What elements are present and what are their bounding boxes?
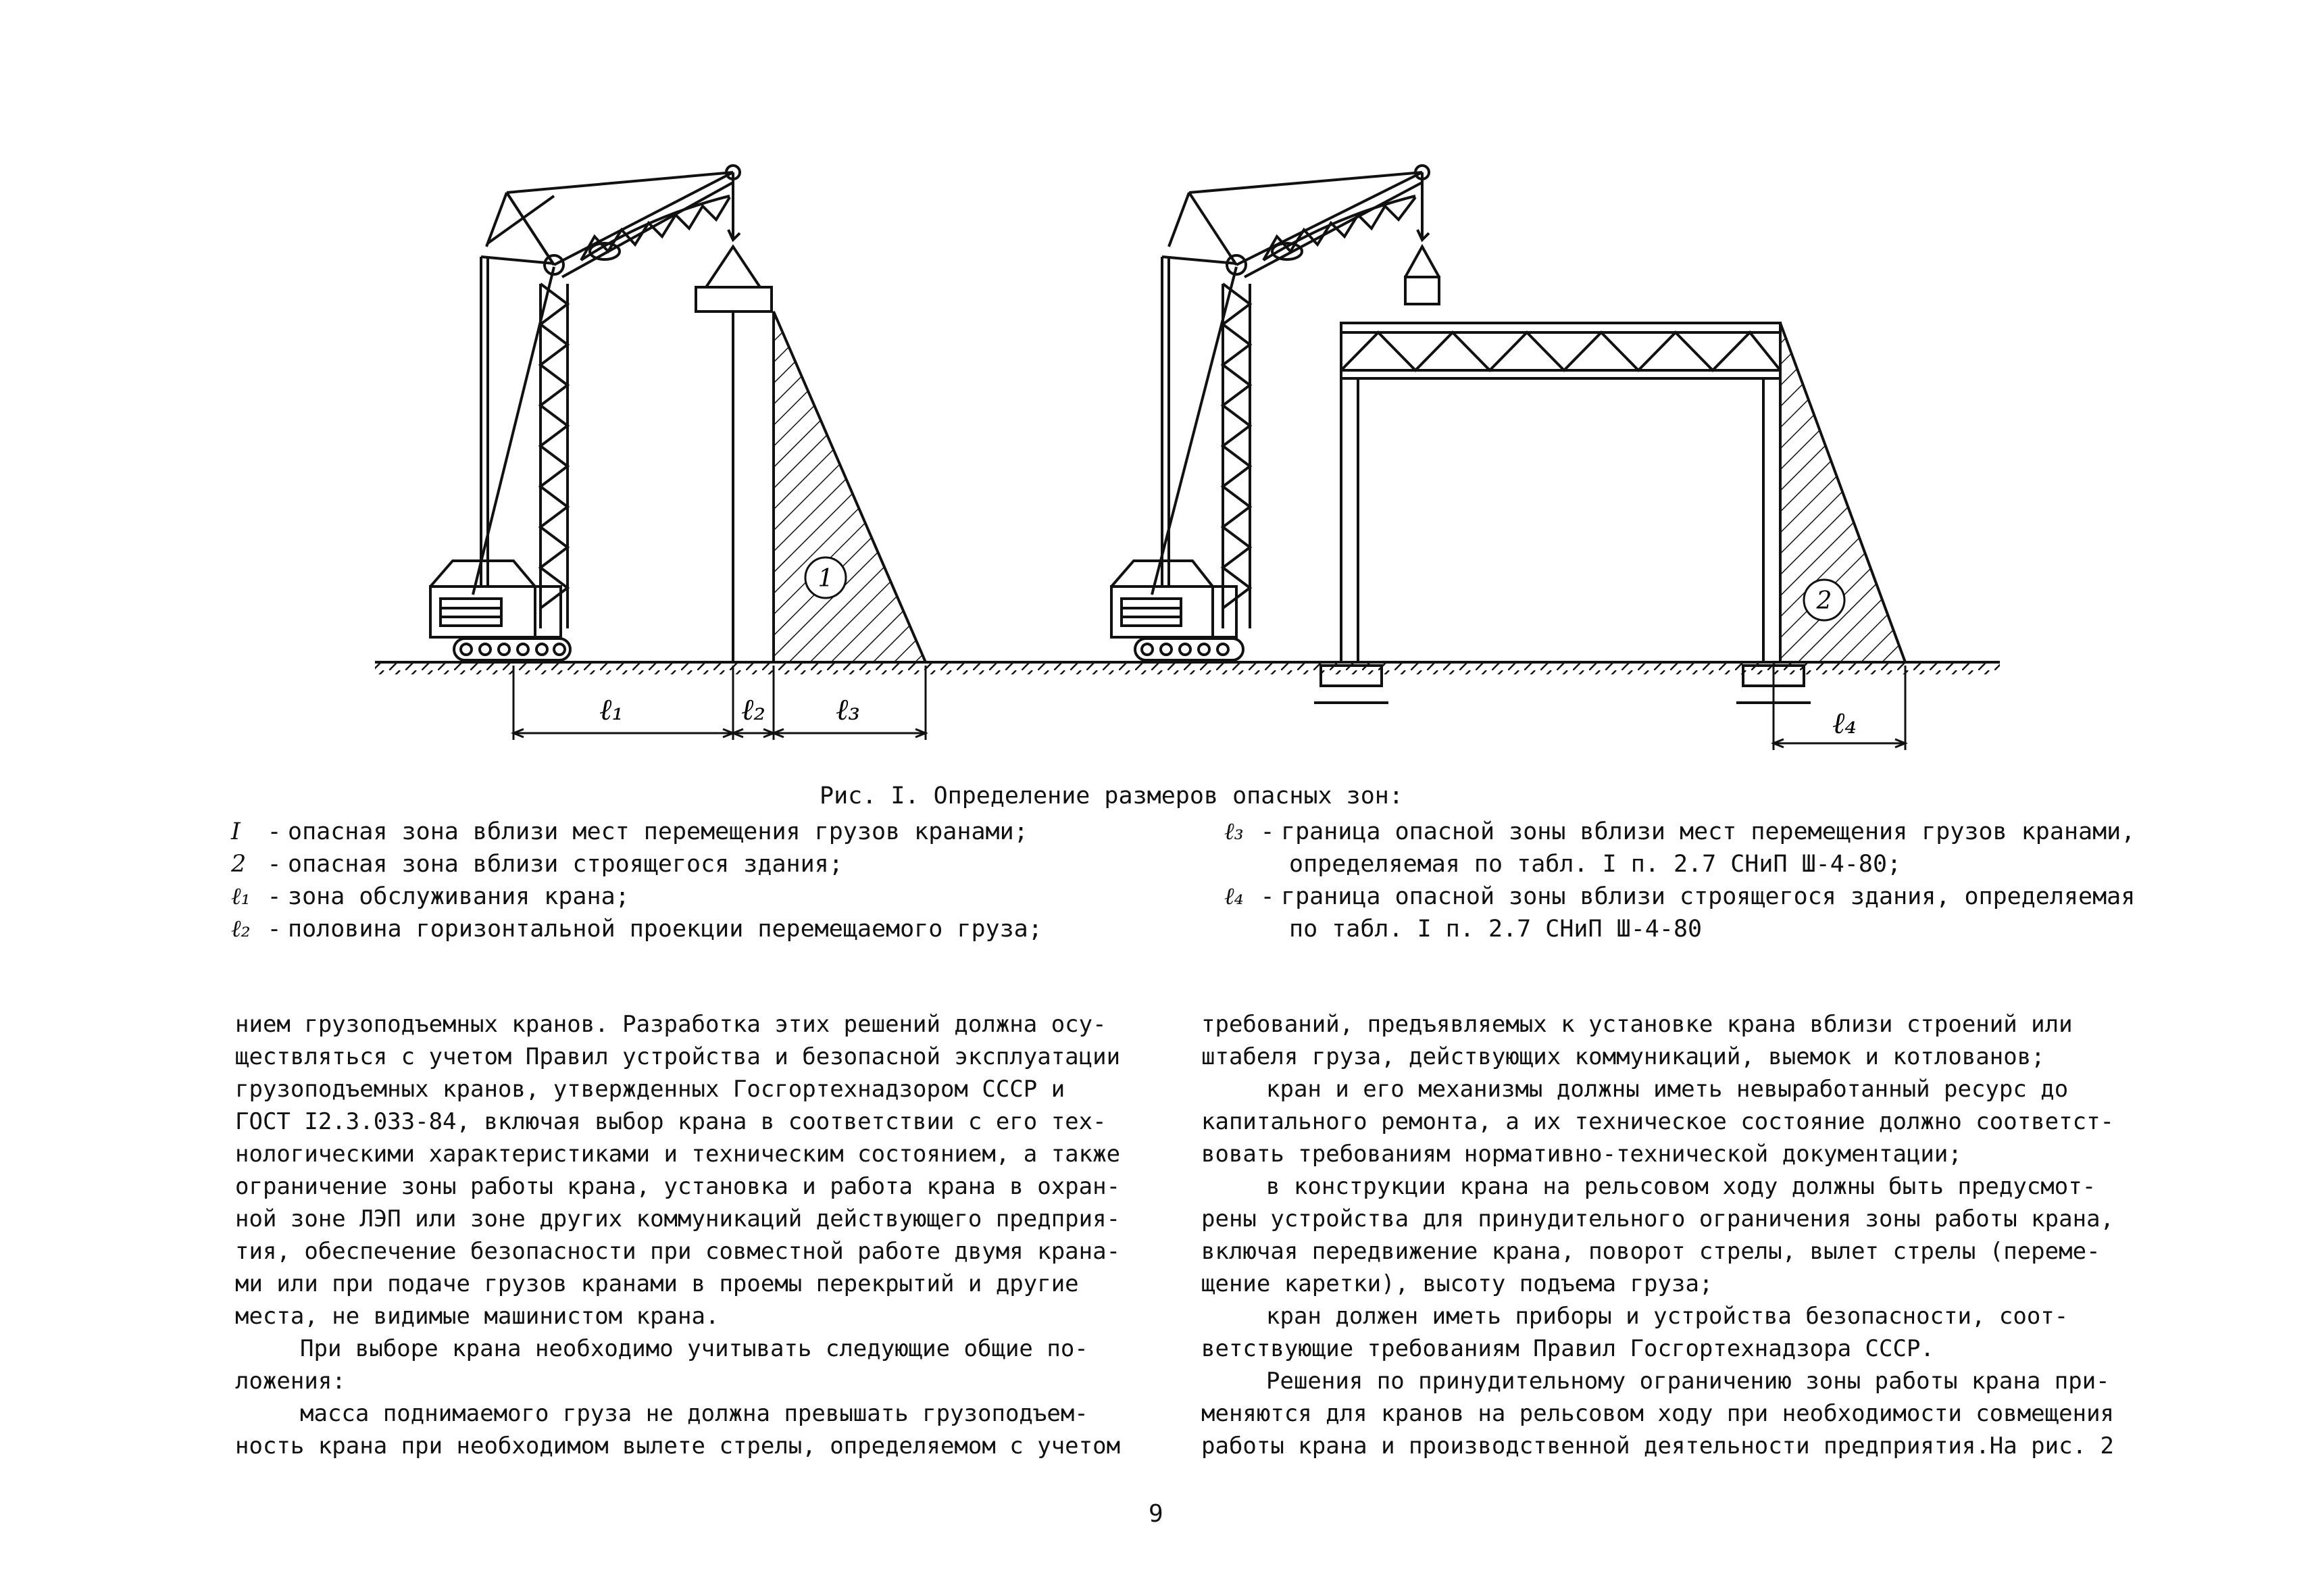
text-line: При выборе крана необходимо учитывать следующие общие по- — [300, 1335, 1088, 1362]
legend-text-cont: определяемая по табл. I п. 2.7 СНиП Ш-4-80; — [1289, 851, 1902, 878]
text-line: масса поднимаемого груза не должна превышать грузоподъем- — [300, 1400, 1088, 1427]
text-line: меняются для кранов на рельсовом ходу при необходимости совмещения — [1201, 1400, 2115, 1427]
legend-text: граница опасной зоны вблизи строящегося здания, определяемая — [1281, 883, 2136, 910]
text-line: ограничение зоны работы крана, установка и работа крана в охран- — [235, 1173, 1121, 1200]
text-line: ложения: — [235, 1368, 346, 1395]
text-line: ветствующие требованиям Правил Госгортехнадзора СССР. — [1201, 1335, 1934, 1362]
text-line: нологическими характеристиками и техническим состоянием, а также — [235, 1141, 1121, 1168]
text-line: требований, предъявляемых к установке крана вблизи строений или — [1201, 1011, 2073, 1038]
text-line: места, не видимые машинистом крана. — [235, 1303, 720, 1330]
building-frame — [1314, 323, 1811, 703]
legend-text-cont: по табл. I п. 2.7 СНиП Ш-4-80 — [1289, 916, 1703, 943]
text-line: ГОСТ I2.3.033-84, включая выбор крана в соответствии с его тех- — [235, 1108, 1107, 1135]
text-line: рены устройства для принудительного ограничения зоны работы крана, — [1201, 1205, 2115, 1232]
dimension-lines-left — [513, 666, 926, 740]
crawler-crane-left — [430, 166, 774, 662]
legend-item: 2 - опасная зона вблизи строящегося здания; — [231, 848, 1042, 880]
figure-caption-title: Рис. I. Определение размеров опасных зон: — [820, 782, 1403, 809]
text-line: нием грузоподъемных кранов. Разработка этих решений должна осу- — [235, 1011, 1107, 1038]
text-line: Решения по принудительному ограничению зоны работы крана при- — [1266, 1368, 2110, 1395]
legend-left — [231, 816, 1042, 945]
text-line: в конструкции крана на рельсовом ходу должны быть предусмот- — [1266, 1173, 2096, 1200]
legend-item: ℓ₂ - половина горизонтальной проекции перемещаемого груза; — [231, 913, 1042, 945]
hazard-zone-figure — [0, 0, 2314, 777]
legend-symbol: ℓ₁ — [231, 883, 251, 910]
crawler-crane-right — [1111, 166, 1439, 660]
text-line: ми или при подаче грузов кранами в проемы перекрытий и другие — [235, 1270, 1079, 1297]
hazard-zone-2 — [1780, 323, 1905, 662]
dim-label-l4: ℓ₄ — [1832, 706, 1857, 741]
legend-item: ℓ₄ - граница опасной зоны вблизи строящегося здания, определяемая — [1224, 880, 2135, 913]
dim-label-l2: ℓ₂ — [741, 693, 765, 727]
legend-item: ℓ₁ - зона обслуживания крана; — [231, 880, 1042, 913]
legend-text: зона обслуживания крана; — [288, 883, 630, 910]
ground-line — [375, 662, 2000, 674]
dim-label-l3: ℓ₃ — [836, 693, 860, 727]
dim-label-l1: ℓ₁ — [599, 693, 624, 727]
text-line: щение каретки), высоту подъема груза; — [1201, 1270, 1713, 1297]
text-line: ность крана при необходимом вылете стрелы, определяемом с учетом — [235, 1432, 1121, 1460]
legend-symbol: 2 — [231, 851, 247, 878]
text-line: грузоподъемных кранов, утвержденных Госгортехнадзором СССР и — [235, 1076, 1065, 1103]
page-number: 9 — [1149, 1500, 1163, 1528]
legend-text: половина горизонтальной проекции перемещаемого груза; — [288, 916, 1042, 943]
legend-item: ℓ₃ - граница опасной зоны вблизи мест перемещения грузов кранами, — [1224, 816, 2135, 848]
legend-symbol: ℓ₃ — [1224, 818, 1244, 845]
hazard-zone-1 — [774, 311, 926, 662]
legend-symbol: ℓ₂ — [231, 916, 251, 943]
text-line: капитального ремонта, а их техническое состояние должно соответст- — [1201, 1108, 2115, 1135]
zone-2-label: 2 — [1816, 587, 1832, 615]
text-line: ществляться с учетом Правил устройства и безопасной эксплуатации — [235, 1043, 1121, 1070]
legend-text: опасная зона вблизи мест перемещения грузов кранами; — [288, 818, 1028, 845]
legend-symbol: I — [231, 818, 241, 845]
text-line: штабеля груза, действующих коммуникаций, выемок и котлованов; — [1201, 1043, 2045, 1070]
text-line: включая передвижение крана, поворот стрелы, вылет стрелы (переме- — [1201, 1238, 2101, 1265]
text-column-left — [235, 1008, 1121, 1462]
legend-text: опасная зона вблизи строящегося здания; — [288, 851, 843, 878]
legend-item: I - опасная зона вблизи мест перемещения грузов кранами; — [231, 816, 1042, 848]
text-line: работы крана и производственной деятельности предприятия.На рис. 2 — [1201, 1432, 2115, 1460]
legend-symbol: ℓ₄ — [1224, 883, 1244, 910]
legend-text: граница опасной зоны вблизи мест перемещения грузов кранами, — [1281, 818, 2136, 845]
text-line: вовать требованиям нормативно-технической документации; — [1201, 1141, 1962, 1168]
text-line: тия, обеспечение безопасности при совместной работе двумя крана- — [235, 1238, 1121, 1265]
text-column-right — [1201, 1008, 2120, 1462]
legend-right — [1224, 816, 2135, 945]
text-line: кран должен иметь приборы и устройства безопасности, соот- — [1266, 1303, 2069, 1330]
zone-1-label: 1 — [818, 565, 834, 593]
text-line: ной зоне ЛЭП или зоне других коммуникаций действующего предприя- — [235, 1205, 1121, 1232]
text-line: кран и его механизмы должны иметь невыработанный ресурс до — [1266, 1076, 2069, 1103]
